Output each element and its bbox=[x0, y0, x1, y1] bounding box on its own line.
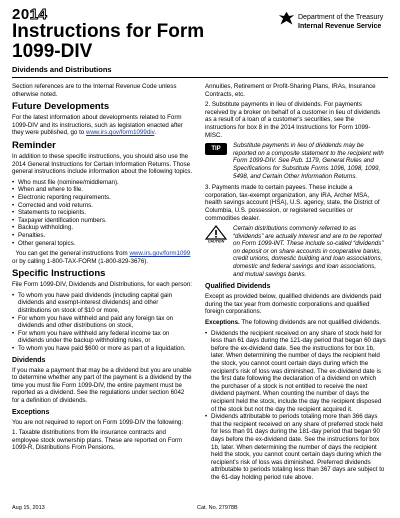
general-paragraph: You can get the general instructions from www.irs.gov/form1099 or by calling 1-800-TAX-FORM (1-800-829-3676). bbox=[12, 250, 191, 265]
irs-eagle-logo-icon bbox=[278, 10, 295, 27]
specific-list bbox=[12, 292, 193, 353]
reminder-paragraph: In addition to these specific instructions, you should also use the 2014 General Instructions for Certain Information Returns. Those general instructions include information about the following topics. bbox=[12, 152, 193, 176]
svg-text:CAUTION: CAUTION bbox=[207, 239, 225, 244]
footer-date: Aug 15, 2013 bbox=[12, 505, 45, 511]
agency-block bbox=[298, 14, 383, 31]
caution-icon bbox=[205, 225, 227, 243]
qualified-list bbox=[205, 330, 386, 482]
footer-cat-number: Cat. No. 27978B bbox=[197, 505, 238, 511]
page-subtitle: Dividends and Distributions bbox=[12, 65, 112, 74]
exceptions-item-3: 3. Payments made to certain payees. These include a corporation, tax-exempt organization, any IRA, Archer MSA, health savings account (HSA), U.S. agency, state, the District of Columbia, U.S. possession, or registered securities or commodities dealer. bbox=[205, 184, 380, 222]
title-line-2: 1099-DIV bbox=[12, 41, 93, 62]
list-item: • Taxpayer identification numbers. bbox=[18, 217, 193, 225]
tip-text: Substitute payments in lieu of dividends may be reported on a composite statement to the recipient with Form 1099-DIV. See Pub. 1179, General Rules and Specifications for Substitute Forms 1096, 1098, 1099, 5498, and Certain Other Information Returns. bbox=[233, 142, 384, 180]
year-outline: 14 bbox=[29, 6, 48, 23]
continued-text: Annuities, Retirement or Profit-Sharing Plans, IRAs, Insurance Contracts, etc. bbox=[205, 83, 376, 98]
page-title bbox=[12, 22, 204, 62]
list-item: • Who must file (nominee/middleman). bbox=[18, 179, 193, 187]
list-item: • When and where to file. bbox=[18, 186, 193, 194]
future-heading: Future Developments bbox=[12, 101, 110, 113]
list-item: • Penalties. bbox=[18, 232, 193, 240]
list-item: • Dividends the recipient received on any share of stock held for less than 61 days during the 121-day period that began 60 days before the ex-dividend date. See the instructions for box 1b, later. When determining the number of days the recipient held the stock, you cannot count certain days during which the recipient's risk of loss was diminished. The ex-dividend date is the first date following the declaration of a dividend on which the purchaser of a stock is not entitled to receive the next dividend payment. When counting the number of days the recipient held the stock, include the day the recipient disposed of the stock but not the day the recipient acquired it. bbox=[211, 330, 386, 414]
caution-note bbox=[205, 225, 386, 278]
specific-paragraph: File Form 1099-DIV, Dividends and Distributions, for each person: bbox=[12, 281, 192, 289]
list-item: • Corrected and void returns. bbox=[18, 202, 193, 210]
list-item: • Statements to recipients. bbox=[18, 209, 193, 217]
general-link[interactable]: www.irs.gov/form1099 bbox=[129, 250, 191, 258]
header-divider bbox=[12, 77, 388, 78]
exceptions-heading: Exceptions bbox=[12, 408, 50, 416]
list-item: • For whom you have withheld any federal income tax on dividends under the backup withholding rules, or bbox=[18, 330, 193, 345]
dividends-heading: Dividends bbox=[12, 356, 46, 364]
list-item: • Other general topics. bbox=[18, 240, 193, 248]
qualified-exceptions: Exceptions. The following dividends are not qualified dividends. bbox=[205, 319, 381, 327]
future-paragraph: For the latest information about developments related to Form 1099-DIV and its instructions, such as legislation enacted after they were published, go to www.irs.gov/form1099div. bbox=[12, 114, 183, 137]
tip-note bbox=[205, 142, 386, 180]
right-column bbox=[205, 83, 386, 485]
specific-heading: Specific Instructions bbox=[12, 268, 106, 280]
tip-icon: TIP bbox=[205, 143, 227, 155]
intro-text: Section references are to the Internal Revenue Code unless otherwise noted. bbox=[12, 83, 177, 98]
reminder-heading: Reminder bbox=[12, 139, 56, 151]
exceptions-item-1: 1. Taxable distributions from life insurance contracts and employee stock ownership plans. These are reported on Form 1099-R, Distributions From Pensions, bbox=[12, 429, 183, 452]
exceptions-paragraph: You are not required to report on Form 1099-DIV the following: bbox=[12, 418, 184, 426]
agency-line-2: Internal Revenue Service bbox=[298, 22, 382, 30]
list-item: • Electronic reporting requirements. bbox=[18, 194, 193, 202]
qualified-heading: Qualified Dividends bbox=[205, 283, 271, 291]
list-item: • Dividends attributable to periods totaling more than 366 days that the recipient received on any share of preferred stock held for less than 91 days during the 181-day period that began 90 days before the ex-dividend date. See the instructions for box 1b, later. When determining the number of days the recipient held the stock, you cannot count certain days during which the recipient's risk of loss was diminished. Preferred dividends attributable to periods totaling less than 367 days are subject to the 61-day holding period rule above. bbox=[211, 413, 386, 481]
dividends-paragraph: If you make a payment that may be a dividend but you are unable to determine whether any part of the payment is a dividend by the time you must file Form 1099-DIV, the entire payment must be reported as a dividend. See the regulations under section 6042 for a definition of dividends. bbox=[12, 366, 192, 404]
agency-line-1: Department of the Treasury bbox=[298, 14, 384, 21]
title-line-1: Instructions for Form bbox=[12, 21, 205, 42]
caution-text: Certain distributions commonly referred to as “dividends” are actually interest and are to be reported on Form 1099-INT. These include so-called “dividends” on deposit or on share accounts in cooperative banks, credit unions, domestic building and loan associations, domestic and federal savings and loan associations, and mutual savings banks. bbox=[233, 225, 384, 278]
list-item: • For whom you have withheld and paid any foreign tax on dividends and other distributions on stock, bbox=[18, 315, 193, 330]
list-item: • To whom you have paid $600 or more as part of a liquidation. bbox=[18, 345, 193, 353]
exceptions-item-2: 2. Substitute payments in lieu of dividends. For payments received by a broker on behalf of a customer in lieu of dividends as a result of a loan of a customer's securities, see the instructions for box 8 in the 2014 Instructions for Form 1099-MISC. bbox=[205, 101, 381, 139]
reminder-list bbox=[12, 179, 193, 247]
list-item: • To whom you have paid dividends (including capital gain dividends and exempt-interest dividends) and other distributions on stock of $10 or more, bbox=[18, 292, 193, 315]
list-item: • Backup withholding. bbox=[18, 224, 193, 232]
qualified-paragraph: Except as provided below, qualified dividends are dividends paid during the tax year from domestic corporations and qualified foreign corporations. bbox=[205, 293, 382, 316]
left-column bbox=[12, 83, 193, 455]
year-solid: 20 bbox=[12, 6, 30, 23]
future-link[interactable]: www.irs.gov/form1099div bbox=[85, 129, 155, 137]
